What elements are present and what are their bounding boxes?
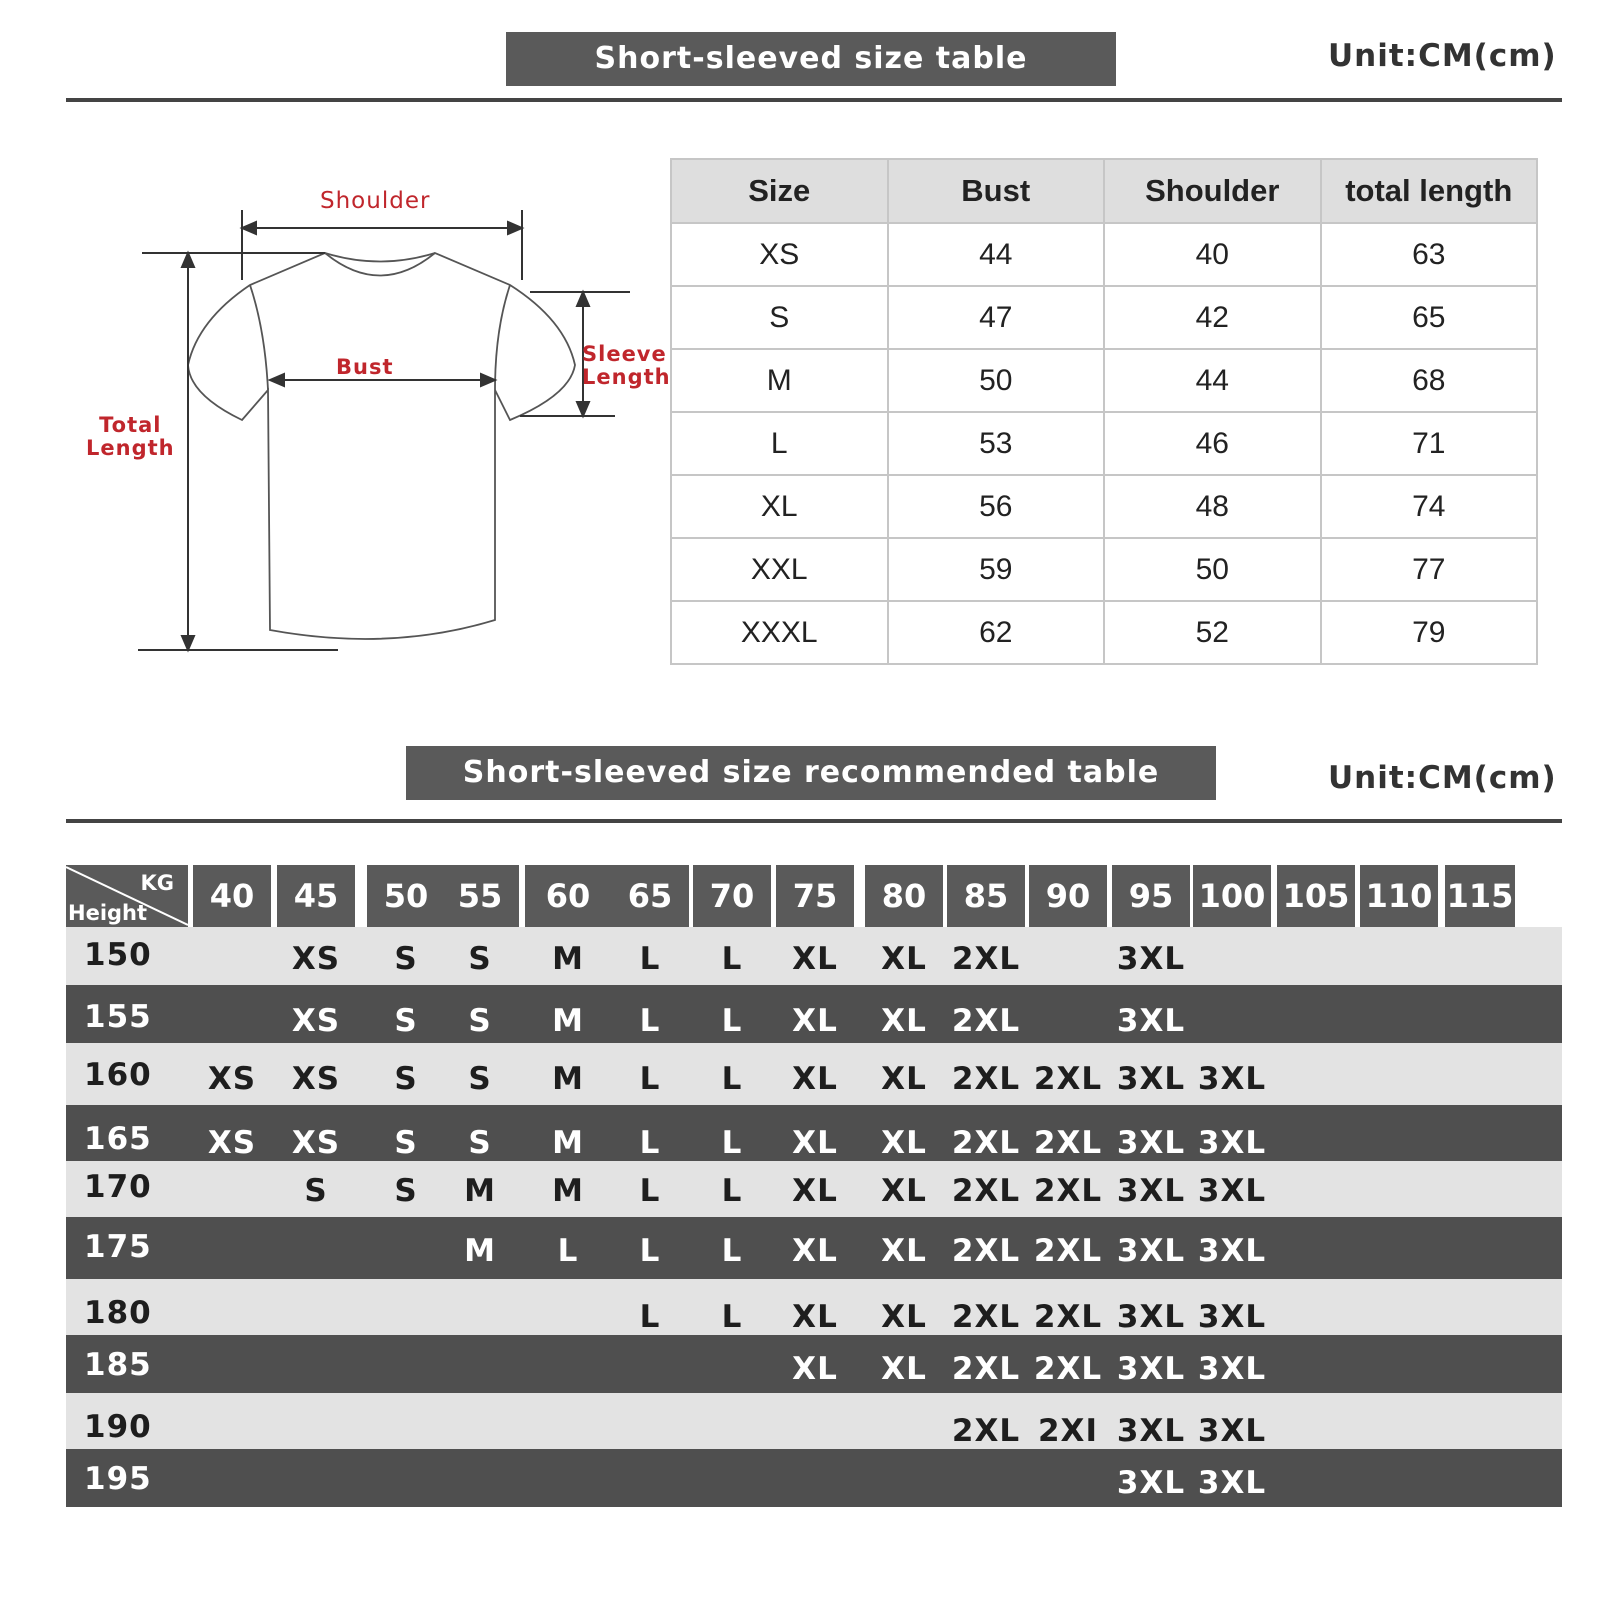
- size-recommendation-cell: S: [304, 1173, 328, 1209]
- weight-header-cell: 80: [865, 865, 943, 927]
- kg-height-corner: [66, 865, 188, 927]
- size-recommendation-cell: XL: [881, 941, 927, 977]
- weight-header-cell: 75: [776, 865, 854, 927]
- size-recommendation-cell: S: [394, 1061, 418, 1097]
- size-recommendation-cell: L: [721, 1061, 743, 1097]
- size-recommendation-cell: XL: [792, 941, 838, 977]
- size-recommendation-cell: 3XL: [1197, 1413, 1267, 1449]
- size-recommendation-cell: S: [468, 941, 492, 977]
- right-sleeve-seam: [495, 285, 510, 390]
- left-sleeve-seam: [250, 285, 268, 390]
- size-recommendation-cell: M: [552, 1061, 584, 1097]
- size-header-bust: Bust: [888, 159, 1105, 223]
- size-recommendation-cell: XL: [792, 1351, 838, 1387]
- sleeve-arrow-bottom: [577, 402, 589, 416]
- size-header-shoulder: Shoulder: [1104, 159, 1321, 223]
- bust-arrow-left: [270, 374, 284, 386]
- shoulder-cell: 42: [1104, 286, 1321, 349]
- size-recommendation-cell: XS: [207, 1125, 257, 1161]
- size-recommendation-cell: XL: [792, 1233, 838, 1269]
- size-recommendation-cell: 3XL: [1197, 1351, 1267, 1387]
- total-label-line2: Length: [86, 436, 175, 460]
- size-recommendation-cell: L: [639, 941, 661, 977]
- size-recommendation-cell: M: [552, 1173, 584, 1209]
- size-recommendation-cell: 3XL: [1116, 1061, 1186, 1097]
- length-cell: 65: [1321, 286, 1538, 349]
- size-table-row: [671, 286, 1537, 349]
- size-cell: L: [671, 412, 888, 475]
- weight-header-cell: 55: [441, 865, 519, 927]
- height-label: 195: [84, 1461, 152, 1497]
- height-label: 165: [84, 1121, 152, 1157]
- shoulder-arrow-left: [242, 222, 256, 234]
- size-table: [670, 158, 1538, 665]
- size-cell: XL: [671, 475, 888, 538]
- size-recommendation-cell: 3XL: [1116, 1413, 1186, 1449]
- bust-cell: 53: [888, 412, 1105, 475]
- shoulder-cell: 50: [1104, 538, 1321, 601]
- size-recommendation-cell: M: [552, 941, 584, 977]
- size-recommendation-cell: XL: [792, 1299, 838, 1335]
- shoulder-cell: 48: [1104, 475, 1321, 538]
- size-recommendation-cell: L: [557, 1233, 579, 1269]
- recommended-row: [66, 1161, 1562, 1217]
- size-recommendation-cell: L: [639, 1299, 661, 1335]
- recommended-row: [66, 927, 1562, 985]
- length-cell: 63: [1321, 223, 1538, 286]
- length-cell: 74: [1321, 475, 1538, 538]
- size-recommendation-cell: L: [721, 1003, 743, 1039]
- weight-header-cell: 110: [1360, 865, 1438, 927]
- size-recommendation-cell: XL: [881, 1061, 927, 1097]
- recommended-row: [66, 1393, 1562, 1449]
- size-recommendation-cell: 3XL: [1197, 1233, 1267, 1269]
- size-header-total-length: total length: [1321, 159, 1538, 223]
- size-recommendation-cell: XL: [881, 1233, 927, 1269]
- size-recommendation-cell: M: [464, 1173, 496, 1209]
- size-recommendation-cell: XL: [881, 1299, 927, 1335]
- divider-middle: [66, 819, 1562, 823]
- size-recommendation-cell: S: [468, 1125, 492, 1161]
- recommended-row: [66, 1043, 1562, 1105]
- size-recommendation-cell: 2XL: [1033, 1351, 1103, 1387]
- size-recommendation-cell: XL: [792, 1125, 838, 1161]
- recommended-row: [66, 1279, 1562, 1335]
- size-recommendation-cell: 2XL: [1033, 1233, 1103, 1269]
- height-label: 180: [84, 1295, 152, 1331]
- size-recommendation-cell: XL: [792, 1003, 838, 1039]
- size-recommendation-cell: 2XL: [951, 1299, 1021, 1335]
- bust-cell: 62: [888, 601, 1105, 664]
- size-header-size: Size: [671, 159, 888, 223]
- height-label: 185: [84, 1347, 152, 1383]
- size-cell: M: [671, 349, 888, 412]
- size-recommendation-cell: L: [721, 1125, 743, 1161]
- sleeve-label-line1: Sleeve: [582, 342, 667, 366]
- size-recommendation-cell: L: [721, 941, 743, 977]
- size-recommendation-cell: XL: [881, 1125, 927, 1161]
- size-recommendation-cell: L: [639, 1061, 661, 1097]
- weight-header-cell: 50: [367, 865, 445, 927]
- size-recommendation-cell: S: [394, 1173, 418, 1209]
- shirt-outline: [188, 253, 575, 639]
- corner-height-label: Height: [68, 901, 148, 925]
- size-recommendation-cell: S: [468, 1061, 492, 1097]
- height-label: 190: [84, 1409, 152, 1445]
- size-recommendation-cell: L: [639, 1173, 661, 1209]
- corner-kg-label: KG: [140, 871, 174, 895]
- total-label-line1: Total: [99, 413, 162, 437]
- size-table-row: [671, 538, 1537, 601]
- size-table-row: [671, 601, 1537, 664]
- size-recommendation-cell: 2XL: [1033, 1061, 1103, 1097]
- size-recommendation-cell: 3XL: [1116, 1465, 1186, 1501]
- weight-header-cell: 45: [277, 865, 355, 927]
- size-recommendation-cell: L: [639, 1003, 661, 1039]
- bust-label: Bust: [336, 355, 394, 379]
- height-label: 160: [84, 1057, 152, 1093]
- size-recommendation-cell: XS: [207, 1061, 257, 1097]
- recommended-row: [66, 1449, 1562, 1507]
- bust-cell: 59: [888, 538, 1105, 601]
- size-recommendation-cell: S: [394, 941, 418, 977]
- weight-header-cell: 70: [693, 865, 771, 927]
- size-recommendation-cell: L: [721, 1173, 743, 1209]
- size-recommendation-cell: 2XI: [1037, 1413, 1098, 1449]
- recommended-row: [66, 1105, 1562, 1161]
- size-recommendation-cell: M: [464, 1233, 496, 1269]
- weight-header-cell: 90: [1029, 865, 1107, 927]
- sleeve-length-label: [582, 343, 671, 389]
- size-recommendation-cell: 3XL: [1197, 1465, 1267, 1501]
- bust-cell: 47: [888, 286, 1105, 349]
- size-cell: XS: [671, 223, 888, 286]
- size-recommendation-cell: XL: [792, 1173, 838, 1209]
- size-recommendation-cell: S: [394, 1125, 418, 1161]
- height-label: 175: [84, 1229, 152, 1265]
- shirt-neckline: [325, 253, 435, 262]
- height-label: 155: [84, 999, 152, 1035]
- size-cell: XXXL: [671, 601, 888, 664]
- recommended-row: [66, 1217, 1562, 1279]
- weight-header-cell: 40: [193, 865, 271, 927]
- weight-header-cell: 85: [947, 865, 1025, 927]
- size-recommendation-cell: 2XL: [951, 1061, 1021, 1097]
- size-recommendation-cell: 3XL: [1116, 1351, 1186, 1387]
- size-recommendation-cell: 3XL: [1116, 1125, 1186, 1161]
- size-table-row: [671, 412, 1537, 475]
- sleeve-arrow-top: [577, 292, 589, 306]
- size-recommendation-cell: 3XL: [1116, 1233, 1186, 1269]
- length-cell: 79: [1321, 601, 1538, 664]
- shoulder-cell: 40: [1104, 223, 1321, 286]
- weight-header-cell: 100: [1193, 865, 1271, 927]
- size-recommendation-cell: M: [552, 1125, 584, 1161]
- size-recommendation-cell: 2XL: [951, 1413, 1021, 1449]
- bust-arrow-right: [481, 374, 495, 386]
- length-cell: 68: [1321, 349, 1538, 412]
- bust-cell: 56: [888, 475, 1105, 538]
- size-recommendation-cell: S: [468, 1003, 492, 1039]
- size-recommendation-cell: XL: [881, 1003, 927, 1039]
- size-recommendation-cell: L: [721, 1233, 743, 1269]
- size-recommendation-cell: XS: [291, 941, 341, 977]
- size-recommendation-cell: M: [552, 1003, 584, 1039]
- weight-header-cell: 60: [525, 865, 611, 927]
- size-recommendation-cell: XL: [881, 1351, 927, 1387]
- shoulder-arrow-right: [508, 222, 522, 234]
- recommended-table-unit: Unit:CM(cm): [1328, 760, 1557, 796]
- size-recommendation-cell: XL: [881, 1173, 927, 1209]
- total-arrow-bottom: [182, 636, 194, 650]
- recommended-table-body: [66, 927, 1562, 1507]
- size-recommendation-cell: L: [639, 1125, 661, 1161]
- bust-cell: 50: [888, 349, 1105, 412]
- recommended-row: [66, 1335, 1562, 1393]
- size-recommendation-cell: 2XL: [951, 941, 1021, 977]
- sleeve-label-line2: Length: [582, 365, 671, 389]
- size-recommendation-cell: XS: [291, 1061, 341, 1097]
- size-recommendation-cell: 2XL: [951, 1351, 1021, 1387]
- height-label: 150: [84, 937, 152, 973]
- size-table-unit: Unit:CM(cm): [1328, 38, 1557, 74]
- shoulder-cell: 52: [1104, 601, 1321, 664]
- size-recommendation-cell: L: [721, 1299, 743, 1335]
- size-recommendation-cell: 2XL: [951, 1125, 1021, 1161]
- size-recommendation-cell: 2XL: [951, 1173, 1021, 1209]
- size-cell: S: [671, 286, 888, 349]
- shoulder-cell: 46: [1104, 412, 1321, 475]
- size-recommendation-cell: 2XL: [951, 1233, 1021, 1269]
- size-recommendation-cell: 3XL: [1197, 1173, 1267, 1209]
- size-recommendation-cell: 2XL: [951, 1003, 1021, 1039]
- total-arrow-top: [182, 253, 194, 267]
- size-table-row: [671, 475, 1537, 538]
- recommended-header-row: [66, 865, 1562, 927]
- size-recommendation-cell: 3XL: [1197, 1299, 1267, 1335]
- size-recommendation-cell: 3XL: [1197, 1125, 1267, 1161]
- recommended-row: [66, 985, 1562, 1043]
- size-recommendation-cell: 3XL: [1197, 1061, 1267, 1097]
- shoulder-label: Shoulder: [320, 188, 431, 214]
- size-recommendation-cell: 2XL: [1033, 1299, 1103, 1335]
- bust-cell: 44: [888, 223, 1105, 286]
- weight-header-cell: 105: [1277, 865, 1355, 927]
- size-recommendation-cell: 2XL: [1033, 1173, 1103, 1209]
- size-recommendation-cell: 3XL: [1116, 941, 1186, 977]
- size-table-header-row: [671, 159, 1537, 223]
- weight-header-cell: 115: [1445, 865, 1515, 927]
- size-recommendation-cell: L: [639, 1233, 661, 1269]
- divider-top: [66, 98, 1562, 102]
- size-cell: XXL: [671, 538, 888, 601]
- size-recommendation-cell: XS: [291, 1125, 341, 1161]
- size-table-row: [671, 223, 1537, 286]
- size-table-title: Short-sleeved size table: [506, 32, 1116, 86]
- size-recommendation-cell: 3XL: [1116, 1003, 1186, 1039]
- total-length-label: [86, 414, 175, 460]
- weight-header-cell: 95: [1112, 865, 1190, 927]
- recommended-table-title: Short-sleeved size recommended table: [406, 746, 1216, 800]
- size-recommendation-cell: S: [394, 1003, 418, 1039]
- length-cell: 77: [1321, 538, 1538, 601]
- weight-header-cell: 65: [611, 865, 689, 927]
- height-label: 170: [84, 1169, 152, 1205]
- size-recommendation-cell: 3XL: [1116, 1299, 1186, 1335]
- size-recommendation-cell: XL: [792, 1061, 838, 1097]
- length-cell: 71: [1321, 412, 1538, 475]
- shoulder-cell: 44: [1104, 349, 1321, 412]
- size-recommendation-cell: 3XL: [1116, 1173, 1186, 1209]
- size-table-row: [671, 349, 1537, 412]
- size-recommendation-cell: XS: [291, 1003, 341, 1039]
- size-recommendation-cell: 2XL: [1033, 1125, 1103, 1161]
